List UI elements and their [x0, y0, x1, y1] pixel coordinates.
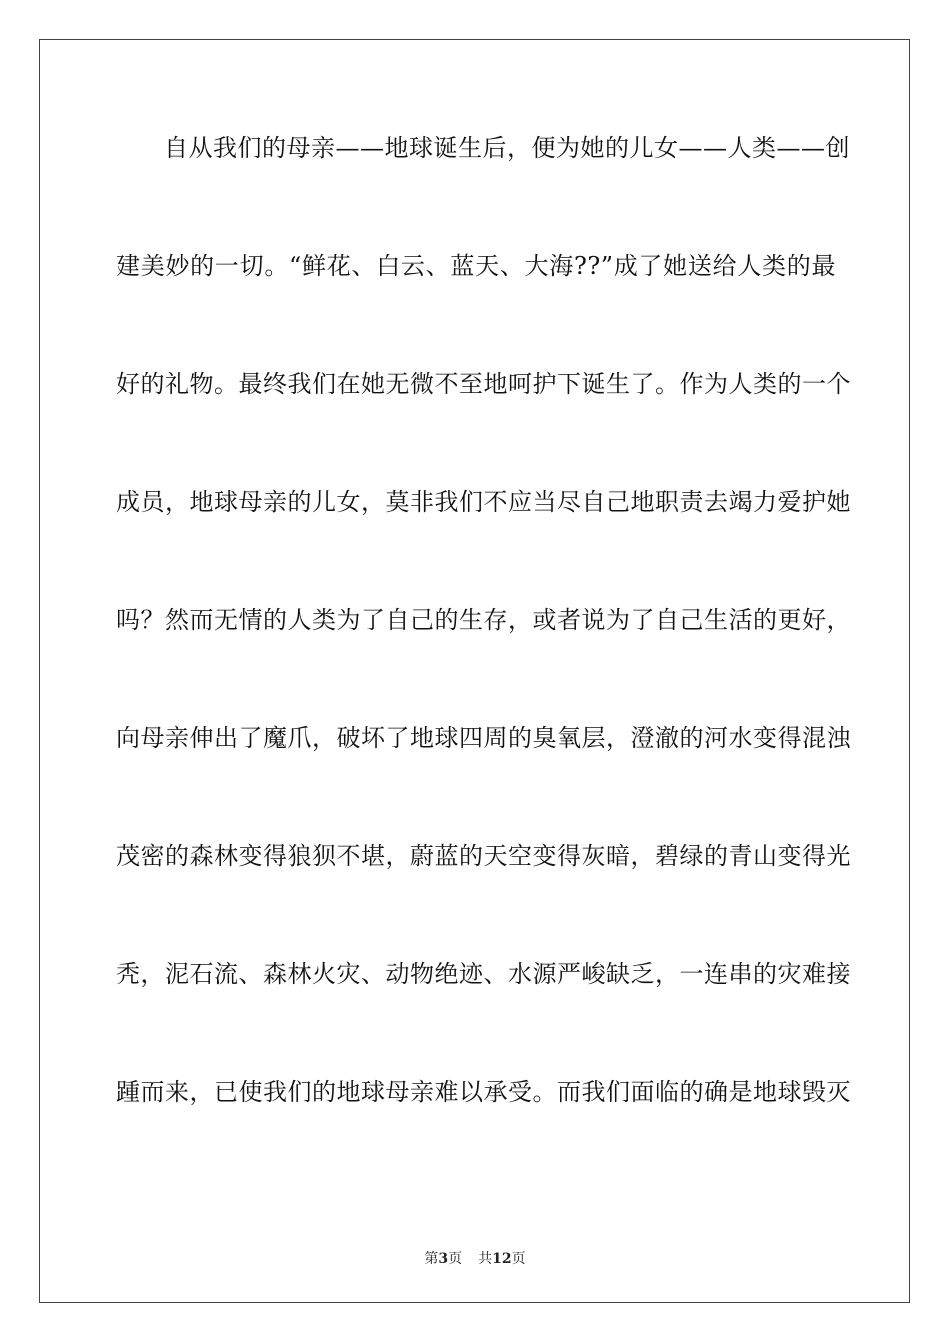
text-line: 自从我们的母亲——地球诞生后，便为她的儿女——人类——创	[164, 134, 850, 162]
text-line: 茂密的森林变得狼狈不堪，蔚蓝的天空变得灰暗，碧绿的青山变得光	[116, 842, 851, 870]
page-number: 3	[438, 1251, 449, 1267]
text-line: 好的礼物。最终我们在她无微不至地呵护下诞生了。作为人类的一个	[116, 370, 851, 398]
text-line: 秃，泥石流、森林火灾、动物绝迹、水源严峻缺乏，一连串的灾难接	[116, 960, 851, 988]
text-line: 踵而来，已使我们的地球母亲难以承受。而我们面临的确是地球毁灭	[116, 1078, 851, 1106]
page-prefix: 第	[424, 1251, 439, 1267]
page-suffix: 页	[448, 1251, 463, 1267]
text-line: 成员，地球母亲的儿女，莫非我们不应当尽自己地职责去竭力爱护她	[116, 488, 851, 516]
total-pages: 12	[492, 1251, 512, 1267]
total-suffix: 页	[511, 1251, 526, 1267]
text-line: 吗？然而无情的人类为了自己的生存，或者说为了自己生活的更好，	[116, 606, 851, 634]
total-prefix: 共	[478, 1251, 493, 1267]
body-text	[116, 120, 851, 1182]
text-line: 向母亲伸出了魔爪，破坏了地球四周的臭氧层，澄澈的河水变得混浊	[116, 724, 851, 752]
text-line: 建美妙的一切。“鲜花、白云、蓝天、大海??”成了她送给人类的最	[116, 252, 836, 280]
page-footer	[0, 1248, 950, 1268]
